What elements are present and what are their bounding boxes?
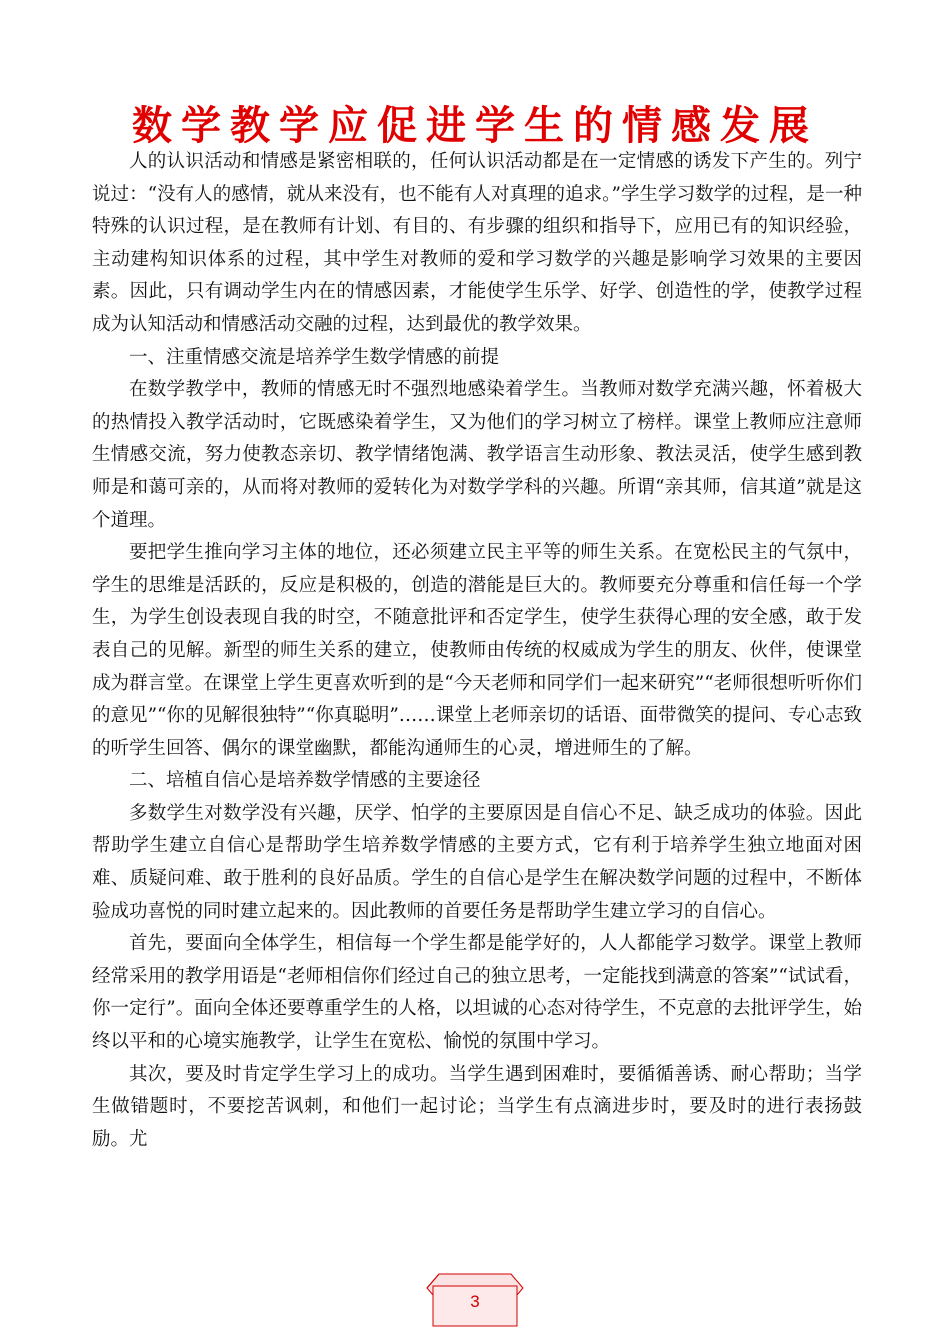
document-body bbox=[92, 146, 862, 1156]
document-title: 数学教学应促进学生的情感发展 bbox=[132, 103, 818, 149]
paragraph: 要把学生推向学习主体的地位，还必须建立民主平等的师生关系。在宽松民主的气氛中，学生的思维是活跃的，反应是积极的，创造的潜能是巨大的。教师要充分尊重和信任每一个学生，为学生创设表现自我的时空，不随意批评和否定学生，使学生获得心理的安全感，敢于发表自己的见解。新型的师生关系的建立，使教师由传统的权威成为学生的朋友、伙伴，使课堂成为群言堂。在课堂上学生更喜欢听到的是“今天老师和同学们一起来研究”“老师很想听听你们的意见”“你的见解很独特”“你真聪明”……课堂上老师亲切的话语、面带微笑的提问、专心志致的听学生回答、偶尔的课堂幽默，都能沟通师生的心灵，增进师生的了解。 bbox=[92, 542, 862, 759]
paragraph: 在数学教学中，教师的情感无时不强烈地感染着学生。当教师对数学充满兴趣，怀着极大的热情投入教学活动时，它既感染着学生，又为他们的学习树立了榜样。课堂上教师应注意师生情感交流，努力使教态亲切、教学情绪饱满、教学语言生动形象、教法灵活，使学生感到教师是和蔼可亲的，从而将对教师的爱转化为对数学学科的兴趣。所谓“亲其师，信其道”就是这个道理。 bbox=[92, 379, 862, 531]
paragraph: 多数学生对数学没有兴趣，厌学、怕学的主要原因是自信心不足、缺乏成功的体验。因此帮助学生建立自信心是帮助学生培养数学情感的主要方式，它有利于培养学生独立地面对困难、质疑问难、敢于胜利的良好品质。学生的自信心是学生在解决数学问题的过程中，不断体验成功喜悦的同时建立起来的。因此教师的首要任务是帮助学生建立学习的自信心。 bbox=[92, 802, 862, 922]
page-number: 3 bbox=[470, 1292, 480, 1311]
section-heading-1: 一、注重情感交流是培养学生数学情感的前提 bbox=[129, 346, 500, 368]
section-heading-2: 二、培植自信心是培养数学情感的主要途径 bbox=[129, 770, 481, 792]
paragraph: 其次，要及时肯定学生学习上的成功。当学生遇到困难时，要循循善诱、耐心帮助；当学生做错题时，不要挖苦讽刺，和他们一起讨论；当学生有点滴进步时，要及时的进行表扬鼓励。尤 bbox=[92, 1063, 862, 1150]
paragraph-intro: 人的认识活动和情感是紧密相联的，任何认识活动都是在一定情感的诱发下产生的。列宁说过：“没有人的感情，就从来没有，也不能有人对真理的追求。”学生学习数学的过程，是一种特殊的认识过程，是在教师有计划、有目的、有步骤的组织和指导下，应用已有的知识经验，主动建构知识体系的过程，其中学生对教师的爱和学习数学的兴趣是影响学习效果的主要因素。因此，只有调动学生内在的情感因素，才能使学生乐学、好学、创造性的学，使教学过程成为认知活动和情感活动交融的过程，达到最优的教学效果。 bbox=[92, 151, 862, 335]
page-number-badge bbox=[425, 1270, 525, 1330]
paragraph: 首先，要面向全体学生，相信每一个学生都是能学好的，人人都能学习数学。课堂上教师经常采用的教学用语是“老师相信你们经过自己的独立思考，一定能找到满意的答案”“试试看，你一定行”。面向全体还要尊重学生的人格，以坦诚的心态对待学生，不克意的去批评学生，始终以平和的心境实施教学，让学生在宽松、愉悦的氛围中学习。 bbox=[92, 933, 862, 1053]
